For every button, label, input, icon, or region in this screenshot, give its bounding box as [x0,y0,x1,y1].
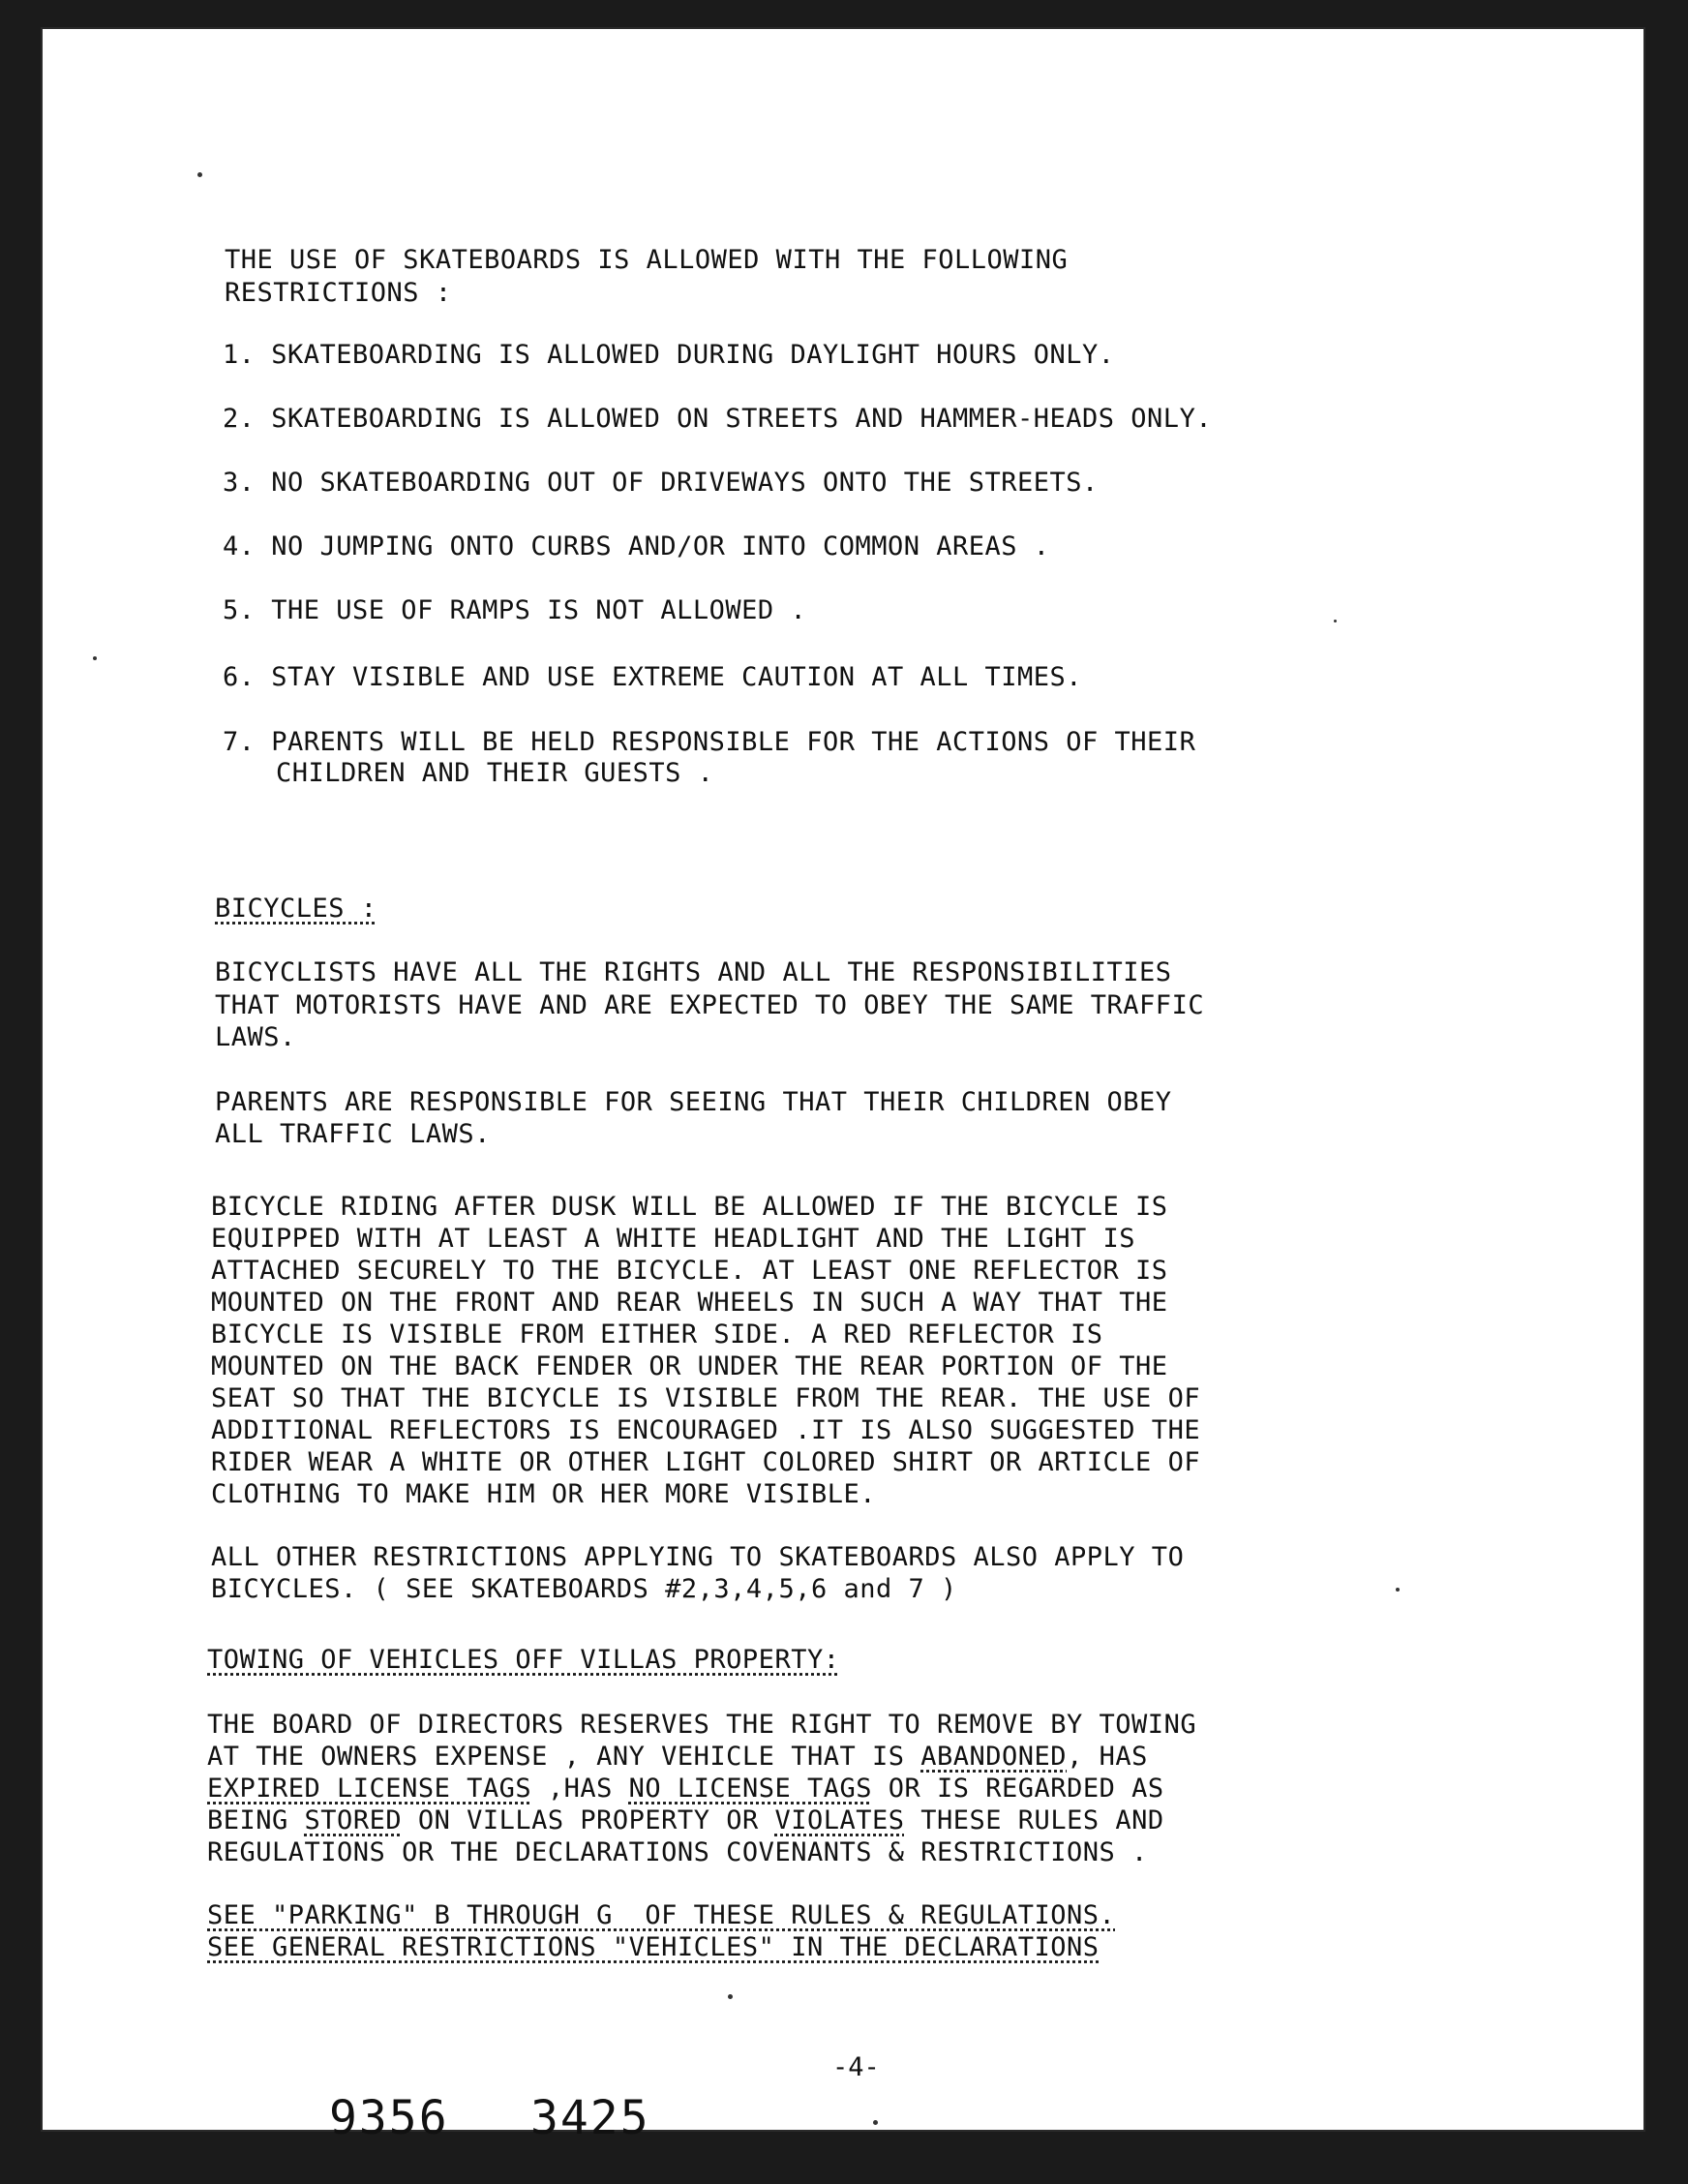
paragraph-line [207,1773,1164,1805]
underlined-term: EXPIRED LICENSE TAGS [207,1774,532,1804]
paragraph-line: ADDITIONAL REFLECTORS IS ENCOURAGED .IT IS ALSO SUGGESTED THE [211,1415,1201,1445]
document-stamp-left: 9356 [329,2091,449,2145]
paragraph-line: SEAT SO THAT THE BICYCLE IS VISIBLE FROM THE REAR. THE USE OF [211,1383,1201,1413]
document-page [43,29,1643,2145]
list-item: 7. PARENTS WILL BE HELD RESPONSIBLE FOR THE ACTIONS OF THEIR [223,727,1196,757]
scan-speck [93,656,97,660]
paragraph-line: REGULATIONS OR THE DECLARATIONS COVENANTS & RESTRICTIONS . [207,1837,1148,1867]
scan-speck [728,1994,733,1999]
paragraph-line: MOUNTED ON THE FRONT AND REAR WHEELS IN SUCH A WAY THAT THE [211,1288,1168,1318]
scan-speck [197,172,202,177]
paragraph-line: ATTACHED SECURELY TO THE BICYCLE. AT LEAST ONE REFLECTOR IS [211,1256,1168,1286]
towing-heading: TOWING OF VEHICLES OFF VILLAS PROPERTY: [207,1645,840,1675]
page-number: -4- [832,2052,880,2082]
see-reference-declarations: SEE GENERAL RESTRICTIONS "VEHICLES" IN THE DECLARATIONS [207,1932,1100,1962]
paragraph-line: ALL OTHER RESTRICTIONS APPLYING TO SKATEBOARDS ALSO APPLY TO [211,1542,1185,1572]
text-span: THESE RULES AND [904,1805,1164,1835]
text-span: AT THE OWNERS EXPENSE , ANY VEHICLE THAT IS [207,1742,921,1772]
text-span: ON VILLAS PROPERTY OR [402,1805,775,1835]
list-item: 1. SKATEBOARDING IS ALLOWED DURING DAYLIGHT HOURS ONLY. [223,340,1115,370]
underlined-term: VIOLATES [774,1805,905,1835]
intro-line-1: THE USE OF SKATEBOARDS IS ALLOWED WITH THE FOLLOWING [225,245,1069,275]
paragraph-line: THAT MOTORISTS HAVE AND ARE EXPECTED TO OBEY THE SAME TRAFFIC [215,990,1205,1020]
paragraph-line [207,1741,1148,1773]
text-span: , HAS [1067,1742,1148,1772]
paragraph-line: LAWS. [215,1022,296,1052]
underlined-term: NO LICENSE TAGS [628,1774,872,1804]
list-item: 4. NO JUMPING ONTO CURBS AND/OR INTO COMMON AREAS . [223,531,1050,561]
text-span: OR IS REGARDED AS [872,1774,1164,1804]
list-item: 2. SKATEBOARDING IS ALLOWED ON STREETS AND HAMMER-HEADS ONLY. [223,404,1213,434]
underlined-term: STORED [304,1805,403,1835]
paragraph-line: MOUNTED ON THE BACK FENDER OR UNDER THE REAR PORTION OF THE [211,1351,1168,1381]
text-span: ,HAS [531,1774,629,1804]
list-item: 5. THE USE OF RAMPS IS NOT ALLOWED . [223,595,807,625]
list-item: 3. NO SKATEBOARDING OUT OF DRIVEWAYS ONTO THE STREETS. [223,468,1099,498]
paragraph-line: PARENTS ARE RESPONSIBLE FOR SEEING THAT THEIR CHILDREN OBEY [215,1087,1172,1117]
paragraph-line: CLOTHING TO MAKE HIM OR HER MORE VISIBLE. [211,1479,876,1509]
scan-speck [1396,1588,1400,1592]
scan-speck [1334,620,1337,622]
intro-line-2: RESTRICTIONS : [225,278,452,308]
list-item-continuation: CHILDREN AND THEIR GUESTS . [276,758,714,788]
paragraph-line: BICYCLE RIDING AFTER DUSK WILL BE ALLOWED IF THE BICYCLE IS [211,1192,1168,1222]
bicycles-heading: BICYCLES : [215,894,377,924]
text-span: BEING [207,1805,305,1835]
scan-speck [873,2120,878,2125]
paragraph-line: ALL TRAFFIC LAWS. [215,1119,491,1149]
paragraph-line: BICYCLISTS HAVE ALL THE RIGHTS AND ALL THE RESPONSIBILITIES [215,957,1172,987]
paragraph-line: RIDER WEAR A WHITE OR OTHER LIGHT COLORED SHIRT OR ARTICLE OF [211,1447,1201,1477]
paragraph-line: BICYCLES. ( SEE SKATEBOARDS #2,3,4,5,6 and 7 ) [211,1574,957,1604]
document-stamp-right: 3425 [530,2091,650,2145]
towing-section [207,1644,1197,2027]
paragraph-line [207,1805,1164,1836]
paragraph-line: EQUIPPED WITH AT LEAST A WHITE HEADLIGHT AND THE LIGHT IS [211,1224,1136,1254]
paragraph-line: BICYCLE IS VISIBLE FROM EITHER SIDE. A RED REFLECTOR IS [211,1320,1103,1350]
see-reference-parking: SEE "PARKING" B THROUGH G OF THESE RULES & REGULATIONS. [207,1900,1116,1930]
paragraph-line: THE BOARD OF DIRECTORS RESERVES THE RIGHT TO REMOVE BY TOWING [207,1710,1197,1740]
skateboard-rules-list [223,339,1213,788]
underlined-term: ABANDONED [920,1742,1068,1772]
list-item: 6. STAY VISIBLE AND USE EXTREME CAUTION AT ALL TIMES. [223,662,1083,692]
